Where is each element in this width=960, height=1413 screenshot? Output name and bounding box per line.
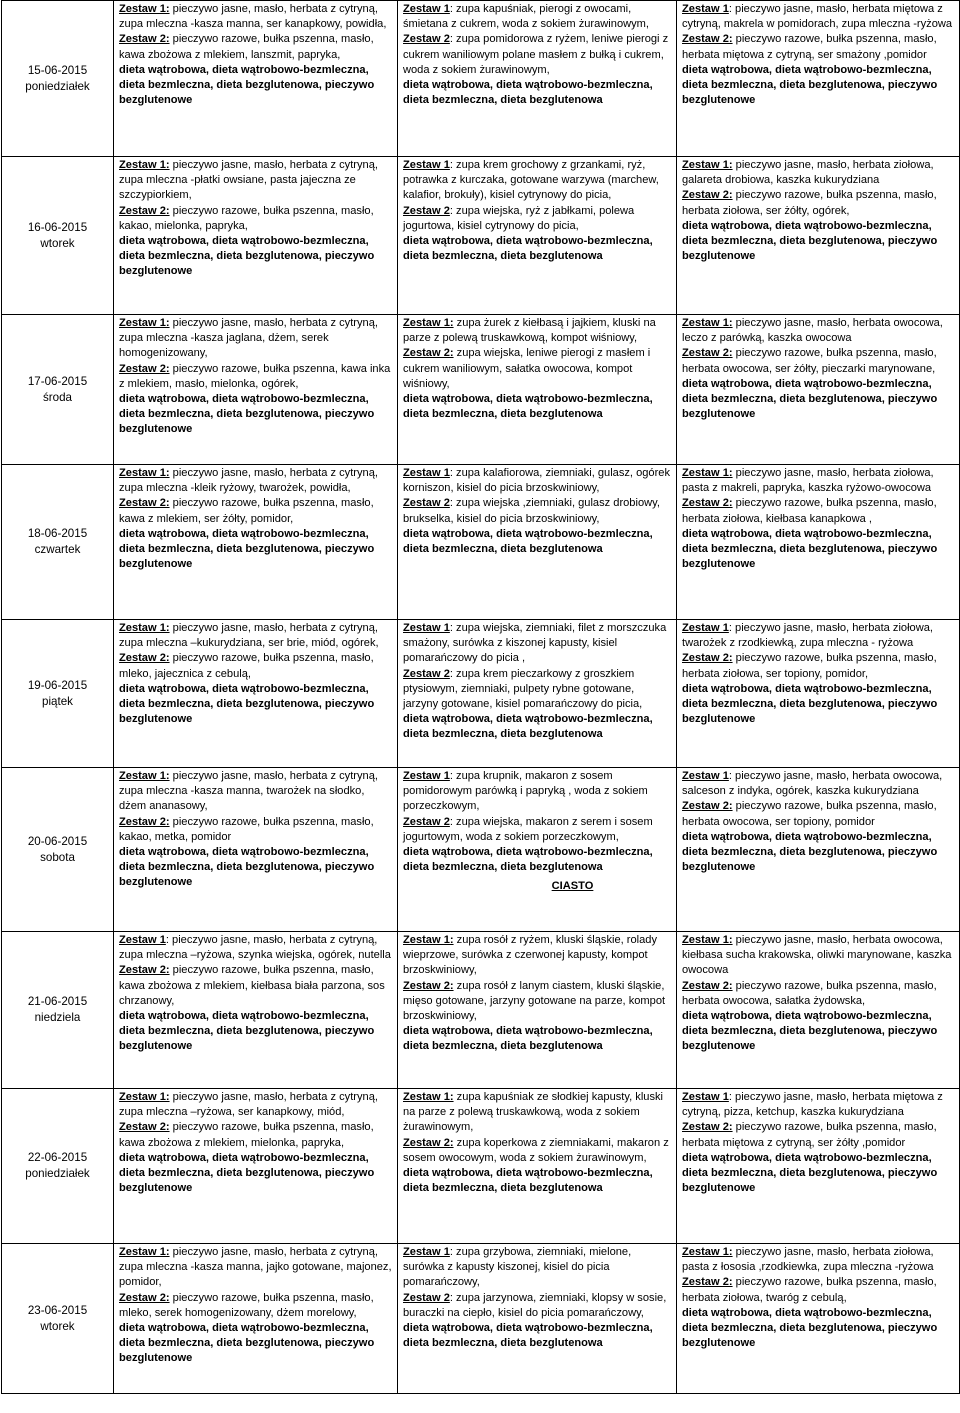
zestaw-2-items: pieczywo razowe, bułka pszenna, kawa inka z mlekiem, masło, mielonka, ogórek, <box>119 362 391 390</box>
diet-list: dieta wątrobowa, dieta wątrobowo-bezmleczna, dieta bezmleczna, dieta bezglutenowa, pieczywo bezglutenowe <box>119 1151 375 1195</box>
zestaw-2-items: pieczywo razowe, bułka pszenna, masło, herbata ziołowa, kiełbasa kanapkowa , <box>682 497 937 525</box>
diet-list: dieta wątrobowa, dieta wątrobowo-bezmleczna, dieta bezmleczna, dieta bezglutenowa <box>403 1322 653 1350</box>
zestaw-1-label: Zestaw 1: <box>682 159 733 171</box>
zestaw-1-label: Zestaw 1 <box>119 934 166 946</box>
weekday-text: poniedziałek <box>25 79 90 93</box>
zestaw-2-items: pieczywo razowe, bułka pszenna, masło, herbata ziołowa, ser topiony, pomidor, <box>682 652 937 680</box>
diet-list: dieta wątrobowa, dieta wątrobowo-bezmleczna, dieta bezmleczna, dieta bezglutenowa, pieczywo bezglutenowe <box>119 846 375 889</box>
diet-list: dieta wątrobowa, dieta wątrobowo-bezmleczna, dieta bezmleczna, dieta bezglutenowa <box>403 527 653 556</box>
zestaw-1-label: Zestaw 1: <box>682 467 733 479</box>
zestaw-2-items: pieczywo razowe, bułka pszenna, masło, herbata miętowa z cytryną, ser żółty ,pomidor <box>682 1121 937 1149</box>
weekday-text: sobota <box>40 850 75 864</box>
zestaw-2-items: zupa rosół z lanym ciastem, kluski śląskie, mięso gotowane, jarzyny gotowane na parze, kompot brzoskwiniowy, <box>403 979 666 1023</box>
diet-list: dieta wątrobowa, dieta wątrobowo-bezmleczna, dieta bezmleczna, dieta bezglutenowa <box>403 235 653 263</box>
zestaw-2-label: Zestaw 2: <box>682 189 733 202</box>
zestaw-1-label: Zestaw 1 <box>403 159 450 171</box>
zestaw-1-items: pieczywo jasne, masło, herbata owocowa, leczo z parówką, kaszka owocowa <box>682 317 943 345</box>
lunch-cell <box>398 315 677 465</box>
weekday-text: wtorek <box>40 236 75 250</box>
diet-list: dieta wątrobowa, dieta wątrobowo-bezmleczna, dieta bezmleczna, dieta bezglutenowa <box>403 1025 653 1053</box>
diet-list: dieta wątrobowa, dieta wątrobowo-bezmleczna, dieta bezmleczna, dieta bezglutenowa, pieczywo bezglutenowe <box>682 1151 938 1195</box>
lunch-cell <box>398 620 677 768</box>
zestaw-1-items: : zupa krem grochowy z grzankami, ryż, potrawka z kurczaka, gotowane warzywa (marchew, kalafior, brokuły), kisiel cytrynowy do picia, <box>403 159 659 202</box>
date-text: 17-06-2015 <box>27 374 88 388</box>
date-cell <box>2 1 114 157</box>
lunch-cell <box>398 1 677 157</box>
diet-list: dieta wątrobowa, dieta wątrobowo-bezmleczna, dieta bezmleczna, dieta bezglutenowa <box>403 79 653 107</box>
zestaw-2-label: Zestaw 2: <box>682 497 733 510</box>
zestaw-2-items: pieczywo razowe, bułka pszenna, masło, herbata ziołowa, ser żółty, ogórek, <box>682 189 937 217</box>
zestaw-1-items: pieczywo jasne, masło, herbata owocowa, kiełbasa sucha krakowska, oliwki marynowane, kaszka owocowa <box>682 934 952 977</box>
diet-list: dieta wątrobowa, dieta wątrobowo-bezmleczna, dieta bezmleczna, dieta bezglutenowa, pieczywo bezglutenowe <box>119 1322 375 1365</box>
diet-list: dieta wątrobowa, dieta wątrobowo-bezmleczna, dieta bezmleczna, dieta bezglutenowa, pieczywo bezglutenowe <box>119 63 375 107</box>
diet-list: dieta wątrobowa, dieta wątrobowo-bezmleczna, dieta bezmleczna, dieta bezglutenowa, pieczywo bezglutenowe <box>682 527 938 571</box>
zestaw-1-items: : zupa grzybowa, ziemniaki, mielone, surówka z kapusty kiszonej, kisiel do picia pomarańczowy, <box>403 1246 632 1289</box>
zestaw-2-label: Zestaw 2: <box>119 652 170 665</box>
breakfast-cell <box>114 465 398 620</box>
date-text: 20-06-2015 <box>27 834 88 848</box>
zestaw-2-label: Zestaw 2 <box>403 815 450 828</box>
lunch-cell <box>398 932 677 1089</box>
diet-list: dieta wątrobowa, dieta wątrobowo-bezmleczna, dieta bezmleczna, dieta bezglutenowa, pieczywo bezglutenowe <box>119 527 375 571</box>
zestaw-2-items: pieczywo razowe, bułka pszenna, masło, herbata miętowa z cytryną, ser smażony ,pomidor <box>682 33 937 61</box>
zestaw-1-label: Zestaw 1: <box>119 3 170 15</box>
zestaw-2-items: pieczywo razowe, bułka pszenna, masło, herbata owocowa, ser topiony, pomidor <box>682 800 937 828</box>
date-cell <box>2 315 114 465</box>
date-text: 19-06-2015 <box>27 678 88 692</box>
zestaw-1-label: Zestaw 1: <box>119 317 170 329</box>
dinner-cell <box>677 1089 960 1244</box>
zestaw-1-label: Zestaw 1: <box>403 934 454 946</box>
zestaw-1-items: pieczywo jasne, masło, herbata z cytryną, zupa mleczna –kukurydziana, ser brie, miód, ogórek, <box>119 622 379 650</box>
menu-table-body <box>2 1 960 1394</box>
zestaw-1-items: pieczywo jasne, masło, herbata z cytryną, zupa mleczna -płatki owsiane, pasta jajeczna ze szczypiorkiem, <box>119 159 378 202</box>
zestaw-2-items: : zupa wiejska ,ziemniaki, gulasz drobiowy, brukselka, kisiel do picia brzoskwiniowy, <box>403 497 660 525</box>
zestaw-1-label: Zestaw 1: <box>119 159 170 171</box>
zestaw-1-items: : zupa wiejska, ziemniaki, filet z morszczuka smażony, surówka z kiszonej kapusty, kisiel pomarańczowy do picia , <box>403 622 667 665</box>
weekday-text: niedziela <box>34 1011 81 1024</box>
lunch-cell <box>398 768 677 932</box>
day-row <box>2 157 960 315</box>
zestaw-2-label: Zestaw 2: <box>119 815 170 828</box>
weekly-menu-table <box>1 0 960 1394</box>
zestaw-2-items: : zupa jarzynowa, ziemniaki, klopsy w sosie, buraczki na ciepło, kisiel do picia pomarańczowy, <box>403 1291 667 1319</box>
day-row <box>2 932 960 1089</box>
zestaw-2-label: Zestaw 2 <box>403 1291 450 1304</box>
zestaw-1-items: pieczywo jasne, masło, herbata z cytryną, zupa mleczna -kasza manna, jajko gotowane, majonez, pomidor, <box>119 1246 392 1289</box>
zestaw-1-items: : pieczywo jasne, masło, herbata owocowa, salceson z indyka, ogórek, kaszka kukurydziana <box>682 770 943 798</box>
diet-list: dieta wątrobowa, dieta wątrobowo-bezmleczna, dieta bezmleczna, dieta bezglutenowa, pieczywo bezglutenowe <box>119 235 375 278</box>
zestaw-1-label: Zestaw 1: <box>119 622 170 634</box>
day-row <box>2 1 960 157</box>
zestaw-2-items: pieczywo razowe, bułka pszenna, masło, herbata owocowa, ser żółty, pieczarki marynowane, <box>682 347 937 375</box>
dinner-cell <box>677 1244 960 1394</box>
day-row <box>2 1089 960 1244</box>
dinner-cell <box>677 157 960 315</box>
zestaw-1-items: pieczywo jasne, masło, herbata z cytryną, zupa mleczna -kasza manna, twarożek na słodko, dżem ananasowy, <box>119 770 378 813</box>
diet-list: dieta wątrobowa, dieta wątrobowo-bezmleczna, dieta bezmleczna, dieta bezglutenowa, pieczywo bezglutenowe <box>682 1306 938 1350</box>
zestaw-1-label: Zestaw 1 <box>403 770 450 782</box>
zestaw-1-items: pieczywo jasne, masło, herbata z cytryną, zupa mleczna –ryżowa, ser kanapkowy, miód, <box>119 1091 378 1119</box>
breakfast-cell <box>114 1244 398 1394</box>
diet-list: dieta wątrobowa, dieta wątrobowo-bezmleczna, dieta bezmleczna, dieta bezglutenowa, pieczywo bezglutenowe <box>119 393 375 436</box>
zestaw-2-items: pieczywo razowe, bułka pszenna, masło, kawa zbożowa z mlekiem, kiełbasa biała parzona, sos chrzanowy, <box>119 964 385 1007</box>
zestaw-2-label: Zestaw 2 <box>403 667 450 680</box>
zestaw-2-label: Zestaw 2 <box>403 33 450 46</box>
breakfast-cell <box>114 620 398 768</box>
dinner-cell <box>677 620 960 768</box>
weekday-text: piątek <box>42 694 73 708</box>
zestaw-2-items: pieczywo razowe, bułka pszenna, masło, herbata owocowa, sałatka żydowska, <box>682 979 937 1007</box>
zestaw-1-label: Zestaw 1 <box>682 3 729 15</box>
date-cell <box>2 1244 114 1394</box>
zestaw-2-label: Zestaw 2: <box>119 362 170 375</box>
zestaw-2-label: Zestaw 2: <box>119 497 170 510</box>
diet-list: dieta wątrobowa, dieta wątrobowo-bezmleczna, dieta bezmleczna, dieta bezglutenowa, pieczywo bezglutenowe <box>682 219 938 263</box>
zestaw-2-items: : zupa wiejska, makaron z serem i sosem jogurtowym, woda z sokiem porzeczkowym, <box>403 815 653 843</box>
diet-list: dieta wątrobowa, dieta wątrobowo-bezmleczna, dieta bezmleczna, dieta bezglutenowa <box>403 393 653 421</box>
zestaw-1-items: pieczywo jasne, masło, herbata z cytryną, zupa mleczna -kasza manna, ser kanapkowy, powidła, <box>119 3 387 31</box>
zestaw-1-label: Zestaw 1: <box>119 1246 170 1258</box>
dinner-cell <box>677 932 960 1089</box>
diet-list: dieta wątrobowa, dieta wątrobowo-bezmleczna, dieta bezmleczna, dieta bezglutenowa, pieczywo bezglutenowe <box>119 1010 375 1053</box>
weekday-text: poniedziałek <box>25 1167 90 1180</box>
diet-list: dieta wątrobowa, dieta wątrobowo-bezmleczna, dieta bezmleczna, dieta bezglutenowa, pieczywo bezglutenowe <box>682 1010 938 1053</box>
diet-list: dieta wątrobowa, dieta wątrobowo-bezmleczna, dieta bezmleczna, dieta bezglutenowa <box>403 1167 653 1195</box>
zestaw-1-label: Zestaw 1 <box>403 622 450 634</box>
diet-list: dieta wątrobowa, dieta wątrobowo-bezmleczna, dieta bezmleczna, dieta bezglutenowa <box>403 713 653 741</box>
zestaw-1-items: pieczywo jasne, masło, herbata ziołowa, galareta drobiowa, kaszka kukurydziana <box>682 159 934 187</box>
date-cell <box>2 157 114 315</box>
zestaw-2-label: Zestaw 2: <box>403 1136 454 1149</box>
zestaw-1-label: Zestaw 1: <box>682 317 733 329</box>
zestaw-2-items: zupa wiejska, leniwe pierogi z masłem i cukrem waniliowym, sałatka owocowa, kompot wiśniowy, <box>403 347 651 390</box>
zestaw-1-label: Zestaw 1: <box>682 1246 733 1258</box>
weekday-text: środa <box>42 390 72 404</box>
diet-list: dieta wątrobowa, dieta wątrobowo-bezmleczna, dieta bezmleczna, dieta bezglutenowa, pieczywo bezglutenowe <box>682 830 938 874</box>
zestaw-1-label: Zestaw 1 <box>403 1246 450 1258</box>
zestaw-2-label: Zestaw 2: <box>682 33 733 46</box>
dinner-cell <box>677 1 960 157</box>
zestaw-1-label: Zestaw 1: <box>119 770 170 782</box>
zestaw-2-label: Zestaw 2: <box>403 347 454 360</box>
zestaw-2-label: Zestaw 2 <box>403 204 450 217</box>
zestaw-2-label: Zestaw 2: <box>119 204 170 217</box>
extra-note: CIASTO <box>551 880 594 893</box>
lunch-cell <box>398 157 677 315</box>
date-text: 21-06-2015 <box>27 995 88 1008</box>
lunch-cell <box>398 465 677 620</box>
breakfast-cell <box>114 1089 398 1244</box>
weekday-text: czwartek <box>34 543 81 556</box>
zestaw-2-label: Zestaw 2: <box>682 979 733 992</box>
dinner-cell <box>677 768 960 932</box>
zestaw-1-items: pieczywo jasne, masło, herbata z cytryną, zupa mleczna -kasza jaglana, dżem, serek homogenizowany, <box>119 317 378 360</box>
zestaw-1-items: : zupa krupnik, makaron z sosem pomidorowym parówką i papryką , woda z sokiem porzeczkowym, <box>403 770 648 813</box>
zestaw-2-items: pieczywo razowe, bułka pszenna, masło, herbata ziołowa, twaróg z cebulą, <box>682 1276 937 1304</box>
lunch-cell <box>398 1244 677 1394</box>
zestaw-1-items: : pieczywo jasne, masło, herbata z cytryną, zupa mleczna –ryżowa, szynka wiejska, ogórek, nutella <box>119 934 391 962</box>
diet-list: dieta wątrobowa, dieta wątrobowo-bezmleczna, dieta bezmleczna, dieta bezglutenowa, pieczywo bezglutenowe <box>119 682 375 726</box>
breakfast-cell <box>114 932 398 1089</box>
zestaw-1-items: pieczywo jasne, masło, herbata ziołowa, pasta z makreli, papryka, kaszka ryżowo-owocowa <box>682 467 934 495</box>
zestaw-2-label: Zestaw 2 <box>403 497 450 510</box>
date-cell <box>2 620 114 768</box>
zestaw-1-label: Zestaw 1 <box>682 1091 729 1103</box>
zestaw-2-label: Zestaw 2: <box>119 964 170 977</box>
day-row <box>2 620 960 768</box>
breakfast-cell <box>114 315 398 465</box>
zestaw-2-label: Zestaw 2: <box>682 1121 733 1134</box>
zestaw-2-items: : zupa pomidorowa z ryżem, leniwe pierogi z cukrem waniliowym polane masłem z bułką i cukrem, woda z sokiem żurawinowym, <box>403 33 669 76</box>
zestaw-2-label: Zestaw 2: <box>119 1291 170 1304</box>
zestaw-1-label: Zestaw 1: <box>403 317 454 329</box>
zestaw-2-label: Zestaw 2: <box>682 652 733 665</box>
day-row <box>2 1244 960 1394</box>
date-text: 22-06-2015 <box>27 1151 88 1164</box>
zestaw-1-label: Zestaw 1 <box>682 770 729 782</box>
date-text: 15-06-2015 <box>27 63 88 77</box>
date-cell <box>2 932 114 1089</box>
zestaw-2-items: pieczywo razowe, bułka pszenna, masło, mleko, serek homogenizowany, dżem morelowy, <box>119 1291 374 1319</box>
zestaw-1-label: Zestaw 1: <box>119 467 170 479</box>
zestaw-2-items: : zupa krem pieczarkowy z groszkiem ptysiowym, ziemniaki, pulpety rybne gotowane, jarzyny gotowane, kisiel pomarańczowy do picia, <box>403 667 643 711</box>
zestaw-2-items: pieczywo razowe, bułka pszenna, masło, kakao, metka, pomidor <box>119 815 374 843</box>
lunch-cell <box>398 1089 677 1244</box>
dinner-cell <box>677 315 960 465</box>
zestaw-2-items: pieczywo razowe, bułka pszenna, masło, mleko, jajecznica z cebulą, <box>119 652 374 680</box>
zestaw-1-items: : pieczywo jasne, masło, herbata miętowa z cytryną, pizza, ketchup, kaszka kukurydziana <box>682 1091 943 1119</box>
date-text: 23-06-2015 <box>27 1303 88 1317</box>
zestaw-2-items: : zupa wiejska, ryż z jabłkami, polewa jogurtowa, kisiel cytrynowy do picia, <box>403 204 635 232</box>
zestaw-1-items: zupa rosół z ryżem, kluski śląskie, rolady wieprzowe, surówka z czerwonej kapusty, kompot brzoskwiniowy, <box>403 934 658 977</box>
zestaw-1-label: Zestaw 1: <box>119 1091 170 1103</box>
breakfast-cell <box>114 157 398 315</box>
zestaw-1-items: : pieczywo jasne, masło, herbata miętowa z cytryną, makrela w pomidorach, zupa mleczna -ryżowa <box>682 3 953 31</box>
date-text: 16-06-2015 <box>27 220 88 234</box>
breakfast-cell <box>114 768 398 932</box>
zestaw-1-items: : zupa kapuśniak, pierogi z owocami, śmietana z cukrem, woda z sokiem żurawinowym, <box>403 3 649 31</box>
zestaw-1-label: Zestaw 1: <box>682 934 733 946</box>
zestaw-2-label: Zestaw 2: <box>119 1121 170 1134</box>
diet-list: dieta wątrobowa, dieta wątrobowo-bezmleczna, dieta bezmleczna, dieta bezglutenowa, pieczywo bezglutenowe <box>682 682 938 726</box>
zestaw-2-items: zupa koperkowa z ziemniakami, makaron z sosem owocowym, woda z sokiem żurawinowym, <box>403 1136 669 1164</box>
date-text: 18-06-2015 <box>27 527 88 540</box>
day-row <box>2 465 960 620</box>
dinner-cell <box>677 465 960 620</box>
diet-list: dieta wątrobowa, dieta wątrobowo-bezmleczna, dieta bezmleczna, dieta bezglutenowa <box>403 846 653 874</box>
zestaw-2-items: pieczywo razowe, bułka pszenna, masło, kakao, mielonka, papryka, <box>119 204 374 232</box>
date-cell <box>2 768 114 932</box>
date-cell <box>2 1089 114 1244</box>
zestaw-1-label: Zestaw 1 <box>682 622 729 634</box>
zestaw-1-label: Zestaw 1 <box>403 467 450 479</box>
zestaw-2-label: Zestaw 2: <box>682 800 733 813</box>
zestaw-2-label: Zestaw 2: <box>682 1276 733 1289</box>
date-cell <box>2 465 114 620</box>
zestaw-1-items: zupa żurek z kiełbasą i jajkiem, kluski na parze z polewą truskawkową, kompot wiśniowy, <box>403 317 656 345</box>
zestaw-1-items: : pieczywo jasne, masło, herbata ziołowa, twarożek z rzodkiewką, zupa mleczna - ryżowa <box>682 622 933 650</box>
day-row <box>2 768 960 932</box>
zestaw-1-label: Zestaw 1: <box>403 1091 454 1103</box>
zestaw-2-items: pieczywo razowe, bułka pszenna, masło, kawa zbożowa z mlekiem, lanszmit, papryka, <box>119 33 374 61</box>
zestaw-1-items: : zupa kalafiorowa, ziemniaki, gulasz, ogórek korniszon, kisiel do picia brzoskwiniowy, <box>403 467 671 495</box>
zestaw-1-label: Zestaw 1 <box>403 3 450 15</box>
breakfast-cell <box>114 1 398 157</box>
diet-list: dieta wątrobowa, dieta wątrobowo-bezmleczna, dieta bezmleczna, dieta bezglutenowa, pieczywo bezglutenowe <box>682 63 938 107</box>
weekday-text: wtorek <box>40 1319 75 1333</box>
zestaw-1-items: zupa kapuśniak ze słodkiej kapusty, kluski na parze z polewą truskawkową, woda z sokiem żurawinowym, <box>403 1091 664 1134</box>
zestaw-2-items: pieczywo razowe, bułka pszenna, masło, kawa z mlekiem, ser żółty, pomidor, <box>119 497 374 525</box>
diet-list: dieta wątrobowa, dieta wątrobowo-bezmleczna, dieta bezmleczna, dieta bezglutenowa, pieczywo bezglutenowe <box>682 377 938 421</box>
zestaw-1-items: pieczywo jasne, masło, herbata ziołowa, pasta z łososia ,rzodkiewka, zupa mleczna -ryżowa <box>682 1246 934 1274</box>
zestaw-2-label: Zestaw 2: <box>403 979 454 992</box>
zestaw-1-items: pieczywo jasne, masło, herbata z cytryną, zupa mleczna -kleik ryżowy, twarożek, powidła, <box>119 467 378 495</box>
day-row <box>2 315 960 465</box>
zestaw-2-label: Zestaw 2: <box>119 33 170 46</box>
zestaw-2-label: Zestaw 2: <box>682 347 733 360</box>
zestaw-2-items: pieczywo razowe, bułka pszenna, masło, kawa zbożowa z mlekiem, mielonka, papryka, <box>119 1121 374 1149</box>
